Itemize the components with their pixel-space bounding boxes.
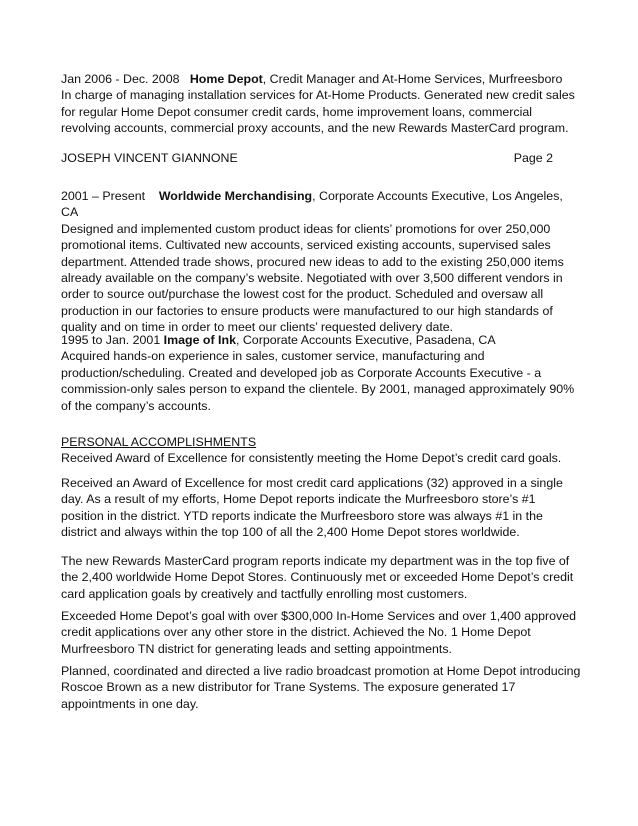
job-worldwide-merchandising xyxy=(61,188,581,336)
job-dates: 1995 to Jan. 2001 xyxy=(61,333,161,347)
job-image-of-ink xyxy=(61,332,581,414)
accomplishment-item: Received an Award of Excellence for most credit card applications (32) approved in a single day. As a result of my efforts, Home Depot reports indicate the Murfreesboro store’s #1 position in the district. YTD reports indicate the Murfreesboro store was always #1 in the district and always within the top 100 of all the 2,400 Home Depot stores worldwide. xyxy=(61,476,563,540)
employer-name: Worldwide Merchandising xyxy=(158,189,313,203)
accomplishment-item: Received Award of Excellence for consistently meeting the Home Depot’s credit card goals. xyxy=(61,451,562,466)
job-home-depot xyxy=(61,71,581,137)
accomplishment-item: Planned, coordinated and directed a live radio broadcast promotion at Home Depot introducing Roscoe Brown as a new distributor for Trane Systems. The exposure generated 17 appointments in one day. xyxy=(61,664,581,711)
job-title-location: , Corporate Accounts Executive, Pasadena, CA xyxy=(235,333,496,347)
accomplishment-item: Exceeded Home Depot’s goal with over $300,000 In-Home Services and over 1,400 approved credit applications over any other store in the district. Achieved the No. 1 Home Depot Murfreesboro TN district for generating leads and setting appointments. xyxy=(61,609,576,656)
page-header xyxy=(61,150,553,166)
job-description: Designed and implemented custom product ideas for clients’ promotions for over 250,000 promotional items. Cultivated new accounts, serviced existing accounts, supervised sales department. Attended trade shows, procured new ideas to add to the existing 250,000 items already available on the company’s website. Negotiated with over 3,500 different vendors in order to source out/purchase the lowest cost for the product. Scheduled and oversaw all production in our factories to ensure products were manufactured to our high standards of quality and on time in order to meet our clients’ requested delivery date. xyxy=(61,221,564,335)
employer-name: Image of Ink xyxy=(163,333,236,347)
job-description: Acquired hands-on experience in sales, customer service, manufacturing and production/scheduling. Created and developed job as Corporate Accounts Executive - a commission-only sales person to expand the clientele. By 2001, managed approximately 90% of the company’s accounts. xyxy=(61,349,575,413)
page-number: Page 2 xyxy=(513,151,553,165)
accomplishments-section xyxy=(61,434,581,467)
job-description: In charge of managing installation services for At-Home Products. Generated new credit sales for regular Home Depot consumer credit cards, home improvement loans, commercial revolving accounts, commercial proxy accounts, and the new Rewards MasterCard program. xyxy=(61,88,575,136)
section-heading: PERSONAL ACCOMPLISHMENTS xyxy=(61,435,257,449)
resume-name: JOSEPH VINCENT GIANNONE xyxy=(61,151,238,165)
accomplishment-item: The new Rewards MasterCard program reports indicate my department was in the top five of the 2,400 worldwide Home Depot Stores. Continuously met or exceeded Home Depot’s credit card application goals by creatively and tactfully enrolling most customers. xyxy=(61,554,574,601)
job-title-location: , Credit Manager and At-Home Services, Murfreesboro xyxy=(262,72,563,86)
job-title-location: , Corporate Accounts Executive, Los Angeles, CA xyxy=(61,189,563,220)
job-dates: Jan 2006 - Dec. 2008 xyxy=(61,72,180,86)
job-dates: 2001 – Present xyxy=(61,189,146,203)
employer-name: Home Depot xyxy=(189,72,263,86)
